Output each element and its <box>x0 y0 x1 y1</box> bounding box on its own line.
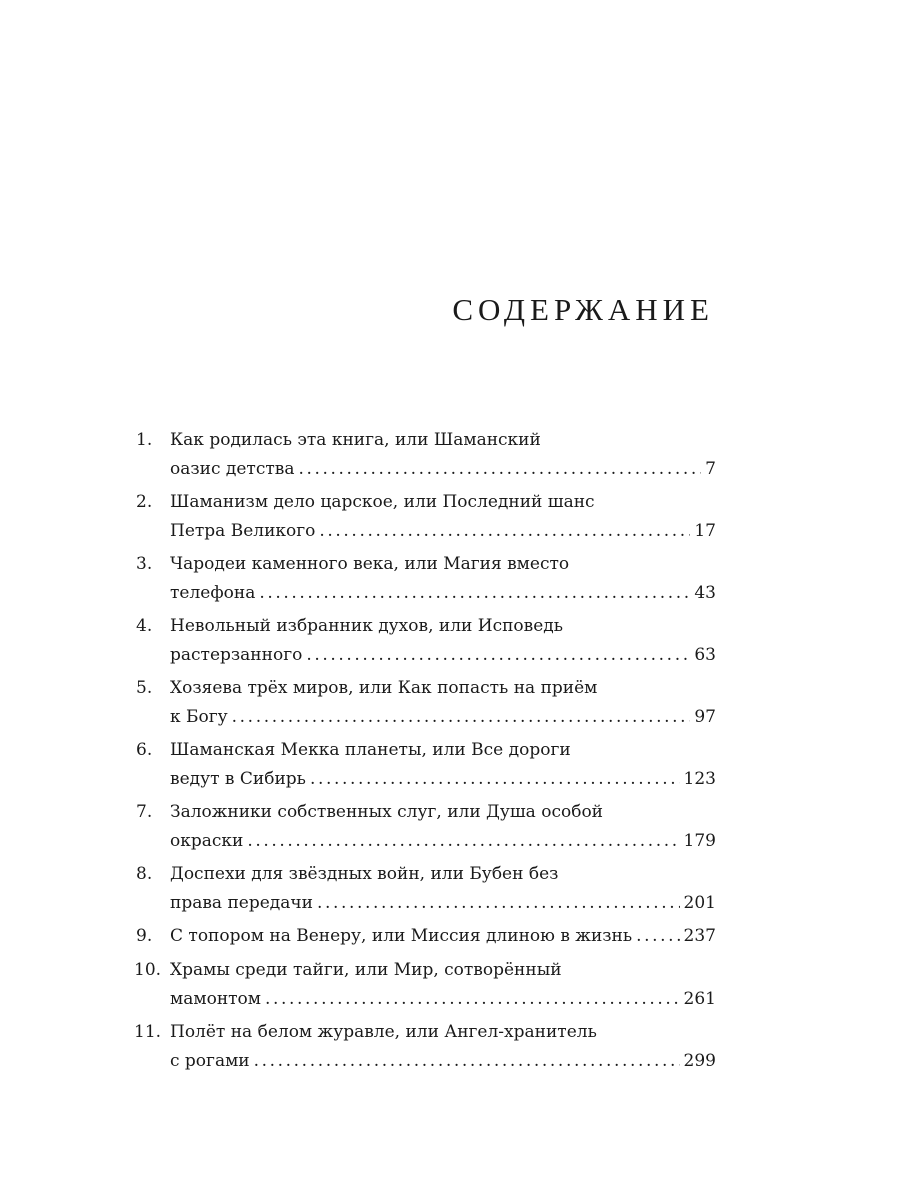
entry-page-number: 179 <box>683 831 716 851</box>
entry-number: 8. <box>136 864 153 884</box>
entry-number: 1. <box>136 430 153 450</box>
entry-page-number: 261 <box>683 989 716 1009</box>
entry-title-line1: С топором на Венеру, или Миссия длиною в жизнь <box>170 926 633 946</box>
entry-number: 11. <box>134 1022 162 1042</box>
entry-title-line2: мамонтом <box>170 989 262 1009</box>
dot-leader <box>254 1047 680 1076</box>
toc-entry <box>136 798 716 860</box>
toc-entry <box>136 488 716 550</box>
entry-title-line1: Невольный избранник духов, или Исповедь <box>170 616 564 636</box>
entry-title-line1: Хозяева трёх миров, или Как попасть на приём <box>170 678 598 698</box>
toc-entry <box>136 922 716 956</box>
entry-number: 6. <box>136 740 153 760</box>
entry-number: 3. <box>136 554 153 574</box>
entry-number: 10. <box>134 960 162 980</box>
table-of-contents <box>136 426 716 1080</box>
entry-title-line2: окраски <box>170 831 244 851</box>
entry-page-number: 123 <box>683 769 716 789</box>
entry-title-line1: Как родилась эта книга, или Шаманский <box>170 430 541 450</box>
toc-entry <box>136 426 716 488</box>
entry-number: 9. <box>136 926 153 946</box>
entry-number: 5. <box>136 678 153 698</box>
entry-number: 2. <box>136 492 153 512</box>
toc-entry <box>136 736 716 798</box>
entry-title-line2: телефона <box>170 583 256 603</box>
entry-title-line2: ведут в Сибирь <box>170 769 306 789</box>
dot-leader <box>247 827 679 856</box>
dot-leader <box>306 641 690 670</box>
dot-leader <box>317 889 680 918</box>
entry-page-number: 7 <box>705 459 716 479</box>
dot-leader <box>310 765 680 794</box>
entry-number: 4. <box>136 616 153 636</box>
entry-title-line2: Петра Великого <box>170 521 316 541</box>
entry-title-line2: оазис детства <box>170 459 295 479</box>
dot-leader <box>319 517 690 546</box>
toc-entry <box>136 1018 716 1080</box>
entry-page-number: 97 <box>694 707 716 727</box>
entry-title-line1: Доспехи для звёздных войн, или Бубен без <box>170 864 559 884</box>
entry-page-number: 201 <box>683 893 716 913</box>
entry-number: 7. <box>136 802 153 822</box>
entry-page-number: 237 <box>683 926 716 946</box>
entry-title-line2: права передачи <box>170 893 313 913</box>
dot-leader <box>232 703 691 732</box>
entry-title-line2: к Богу <box>170 707 228 727</box>
entry-title-line2: с рогами <box>170 1051 250 1071</box>
dot-leader <box>636 922 679 951</box>
page-title: СОДЕРЖАНИЕ <box>452 292 714 327</box>
toc-entry <box>136 612 716 674</box>
entry-title-line1: Шаманизм дело царское, или Последний шанс <box>170 492 595 512</box>
entry-page-number: 63 <box>694 645 716 665</box>
entry-title-line1: Заложники собственных слуг, или Душа особой <box>170 802 604 822</box>
entry-title-line1: Чародеи каменного века, или Магия вместо <box>170 554 570 574</box>
toc-entry <box>136 550 716 612</box>
entry-title-line1: Шаманская Мекка планеты, или Все дороги <box>170 740 571 760</box>
dot-leader <box>298 455 701 484</box>
toc-entry <box>136 674 716 736</box>
entry-title-line1: Храмы среди тайги, или Мир, сотворённый <box>170 960 562 980</box>
dot-leader <box>265 985 680 1014</box>
entry-page-number: 17 <box>694 521 716 541</box>
entry-title-line2: растерзанного <box>170 645 303 665</box>
entry-page-number: 43 <box>694 583 716 603</box>
entry-page-number: 299 <box>683 1051 716 1071</box>
toc-entry <box>136 860 716 922</box>
entry-title-line1: Полёт на белом журавле, или Ангел-хранитель <box>170 1022 597 1042</box>
dot-leader <box>259 579 690 608</box>
toc-entry <box>136 956 716 1018</box>
